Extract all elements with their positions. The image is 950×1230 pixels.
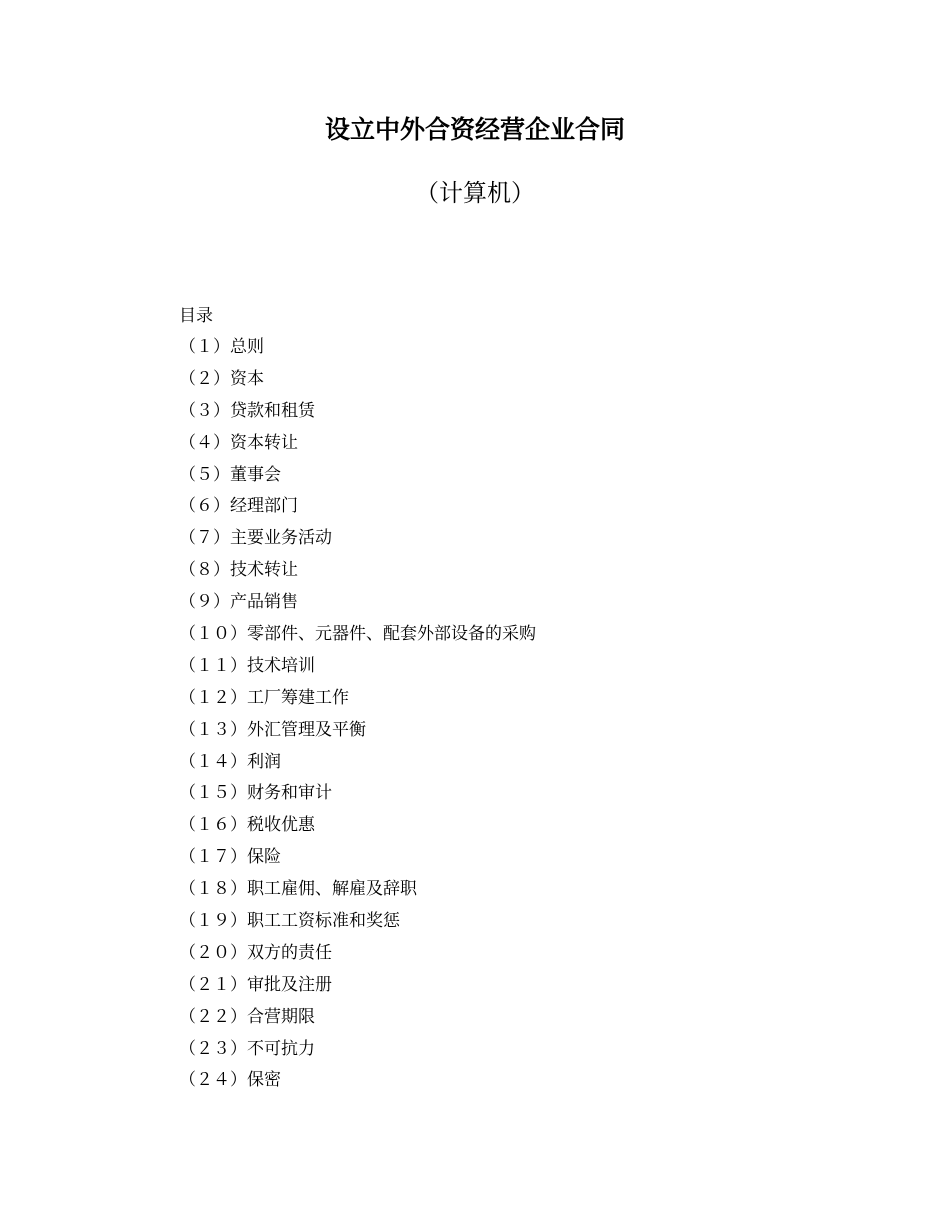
toc-item: （９）产品销售 bbox=[179, 592, 298, 613]
toc-item: （７）主要业务活动 bbox=[179, 528, 332, 549]
toc-item: （２４）保密 bbox=[179, 1070, 281, 1091]
toc-item: （４）资本转让 bbox=[179, 432, 298, 453]
toc-item: （２）资本 bbox=[179, 368, 264, 389]
toc-item: （１１）技术培训 bbox=[179, 655, 315, 676]
toc-item: （５）董事会 bbox=[179, 464, 281, 485]
toc-item: （１９）职工工资标准和奖惩 bbox=[179, 911, 400, 932]
toc-item: （１６）税收优惠 bbox=[179, 815, 315, 836]
toc-item: （１５）财务和审计 bbox=[179, 783, 332, 804]
toc-item: （１８）职工雇佣、解雇及辞职 bbox=[179, 879, 417, 900]
toc-item: （１７）保险 bbox=[179, 847, 281, 868]
toc-item: （２３）不可抗力 bbox=[179, 1038, 315, 1059]
toc-item: （２１）审批及注册 bbox=[179, 974, 332, 995]
document-title: 设立中外合资经营企业合同 bbox=[324, 115, 625, 144]
toc-item: （１２）工厂筹建工作 bbox=[179, 687, 349, 708]
toc-item: （１４）利润 bbox=[179, 751, 281, 772]
toc-item: （１）总则 bbox=[179, 337, 264, 357]
toc-item: （２２）合营期限 bbox=[179, 1006, 315, 1027]
table-of-contents bbox=[179, 300, 879, 1097]
toc-item: （６）经理部门 bbox=[179, 496, 298, 517]
toc-item: （８）技术转让 bbox=[179, 560, 298, 581]
toc-heading: 目录 bbox=[179, 306, 213, 326]
toc-item: （３）贷款和租赁 bbox=[179, 400, 315, 421]
document-subtitle: （计算机） bbox=[415, 179, 535, 207]
toc-item: （２０）双方的责任 bbox=[179, 942, 332, 963]
toc-item: （１３）外汇管理及平衡 bbox=[179, 719, 366, 740]
toc-item: （１０）零部件、元器件、配套外部设备的采购 bbox=[179, 624, 536, 645]
toc-list bbox=[179, 332, 879, 1097]
